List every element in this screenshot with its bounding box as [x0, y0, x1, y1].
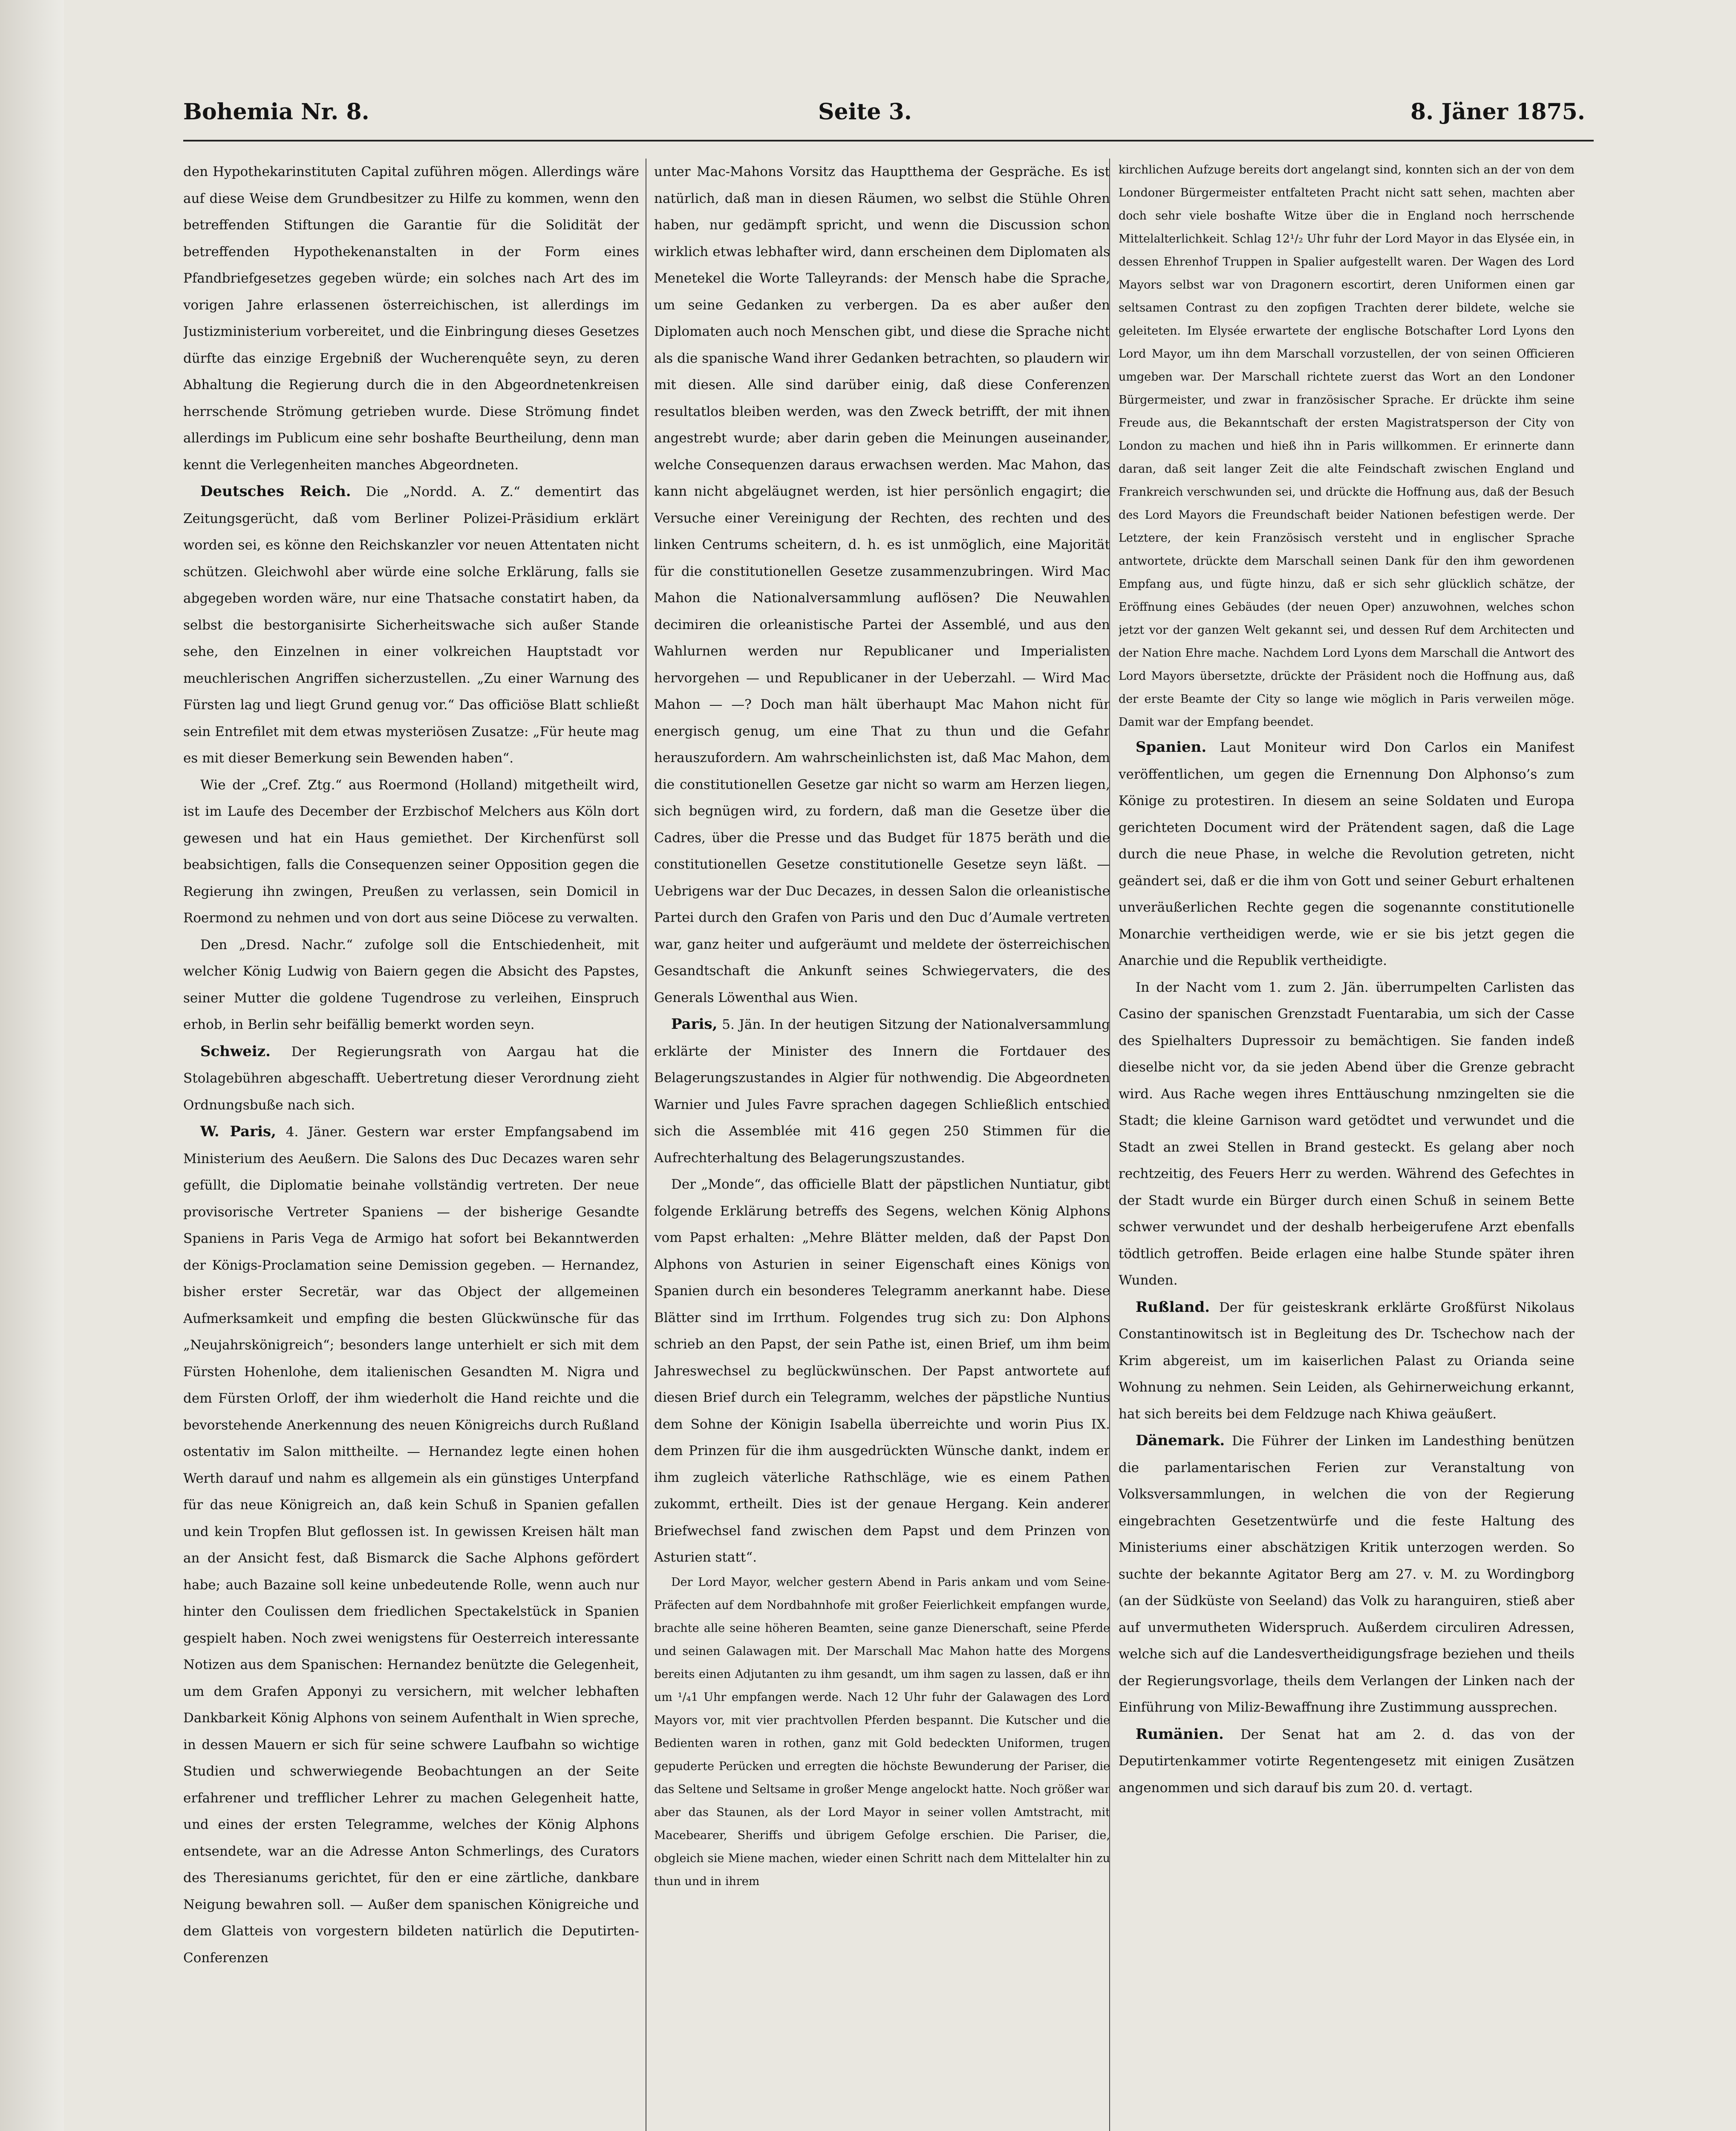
article-paragraph — [654, 1171, 1110, 1571]
paragraph-text: Der Regierungsrath von Aargau hat die Stolagebühren abgeschafft. Uebertretung dieser Verordnung zieht Ordnungsbuße nach sich. — [183, 1044, 639, 1113]
column-divider — [1109, 159, 1110, 2131]
paragraph-text: kirchlichen Aufzuge bereits dort angelangt sind, konnten sich an der von dem Londoner Bürgermeister entfalteten Pracht nicht satt sehen, machten aber doch sehr viele boshafte Witze über die in England noch herrschende Mittelalterlichkeit. Schlag 12¹/₂ Uhr fuhr der Lord Mayor in das Elysée ein, in dessen Ehrenhof Truppen in Spalier aufgestellt waren. Der Wagen des Lord Mayors selbst war von Dragonern escortirt, deren Uniformen einen gar seltsamen Contrast zu den zopfigen Trachten derer bildete, welche sie geleiteten. Im Elysée erwartete der englische Botschafter Lord Lyons den Lord Mayor, um ihn dem Marschall vorzustellen, der von seinen Officieren umgeben war. Der Marschall richtete zuerst das Wort an den Londoner Bürgermeister, und zwar in französischer Sprache. Er drückte ihm seine Freude aus, die Bekanntschaft der ersten Magistratsperson der City von London zu machen und hieß ihn in Paris willkommen. Er erinnerte dann daran, daß seit langer Zeit die alte Feindschaft zwischen England und Frankreich verschwunden sei, und drückte die Hoffnung aus, daß der Besuch des Lord Mayors die Freundschaft beider Nationen befestigen werde. Der Letztere, der kein Französisch versteht und in englischer Sprache antwortete, drückte dem Marschall seinen Dank für den ihm gewordenen Empfang aus, und fügte hinzu, daß er sich sehr glücklich schätze, der Eröffnung eines Gebäudes (der neuen Oper) anzuwohnen, welches schon jetzt vor der ganzen Welt gekannt sei, und dessen Ruf dem Architecten und der Nation Ehre mache. Nachdem Lord Lyons dem Marschall die Antwort des Lord Mayors übersetzte, drückte der Präsident noch die Hoffnung aus, daß der erste Beamte der City so lange wie möglich in Paris verweilen möge. Damit war der Empfang beendet. — [1119, 163, 1575, 729]
article-paragraph — [1119, 974, 1575, 1294]
article-paragraph — [183, 932, 639, 1038]
column-2 — [654, 159, 1110, 2131]
paragraph-text: den Hypothekarinstituten Capital zuführen mögen. Allerdings wäre auf diese Weise dem Grundbesitzer zu Hilfe zu kommen, wenn den betreffenden Stiftungen die Garantie für die Solidität der betreffenden Hypothekenanstalten in der Form eines Pfandbriefgesetzes gegeben würde; ein solches nach Art des im vorigen Jahre erlassenen österreichischen, ist allerdings im Justizministerium vorbereitet, und die Einbringung dieses Gesetzes dürfte das einzige Ergebniß der Wucherenquête seyn, zu deren Abhaltung die Regierung durch die in den Abgeordnetenkreisen herrschende Strömung getrieben wurde. Diese Strömung findet allerdings im Publicum eine sehr boshafte Beurtheilung, denn man kennt die Verlegenheiten manches Abgeordneten. — [183, 164, 639, 473]
paragraph-text: In der Nacht vom 1. zum 2. Jän. überrumpelten Carlisten das Casino der spanischen Grenzstadt Fuentarabia, um sich der Casse des Spielhalters Dupressoir zu bemächtigen. Sie fanden indeß dieselbe nicht vor, da sie jeden Abend über die Grenze gebracht wird. Aus Rache wegen ihres Enttäuschung nmzingelten sie die Stadt; die kleine Garnison ward getödtet und verwundet und die Stadt an zwei Stellen in Brand gesteckt. Es gelang aber noch rechtzeitig, des Feuers Herr zu werden. Während des Gefechtes in der Stadt wurde ein Bürger durch einen Schuß in seinem Bette schwer verwundet und der deshalb herbeigerufene Arzt ebenfalls tödtlich getroffen. Beide erlagen eine halbe Stunde später ihren Wunden. — [1119, 979, 1575, 1288]
article-paragraph — [183, 1118, 639, 1971]
paragraph-text: Laut Moniteur wird Don Carlos ein Manifest veröffentlichen, um gegen die Ernennung Don Alphonso’s zum Könige zu protestiren. In diesem an seine Soldaten und Europa gerichteten Document wird der Prätendent sagen, daß die Lage durch die neue Phase, in welche die Revolution getreten, nicht geändert sei, daß er die ihm von Gott und seiner Geburt erhaltenen unveräußerlichen Rechte gegen die sogenannte constitutionelle Monarchie vertheidigen werde, wie er sie bis jetzt gegen die Anarchie und die Republik vertheidigte. — [1119, 740, 1575, 968]
section-heading: Spanien. — [1136, 739, 1207, 756]
section-heading: W. Paris, — [200, 1123, 276, 1140]
article-paragraph — [1119, 1427, 1575, 1721]
paragraph-text: Die „Nordd. A. Z.“ dementirt das Zeitungsgerücht, daß vom Berliner Polizei-Präsidium erklärt worden sei, es könne den Reichskanzler vor neuen Attentaten nicht schützen. Gleichwohl aber würde eine solche Erklärung, falls sie abgegeben worden wäre, nur eine Thatsache constatirt haben, da selbst die bestorganisirte Sicherheitswache sich außer Stande sehe, den Einzelnen in einer volkreichen Hauptstadt vor meuchlerischen Angriffen sicherzustellen. „Zu einer Warnung des Fürsten lag und liegt Grund genug vor.“ Das officiöse Blatt schließt sein Entrefilet mit dem etwas mysteriösen Zusatze: „Für heute mag es mit dieser Bemerkung sein Bewenden haben“. — [183, 484, 639, 766]
newspaper-name: Bohemia Nr. 8. — [183, 99, 369, 125]
section-heading: Deutsches Reich. — [200, 483, 351, 500]
masthead-rule — [183, 140, 1594, 141]
article-paragraph — [654, 1011, 1110, 1171]
paragraph-text: unter Mac-Mahons Vorsitz das Hauptthema der Gespräche. Es ist natürlich, daß man in diesen Räumen, wo selbst die Stühle Ohren haben, nur gedämpft spricht, und wenn die Discussion schon wirklich etwas lebhafter wird, dann erscheinen dem Diplomaten als Menetekel die Worte Talleyrands: der Mensch habe die Sprache, um seine Gedanken zu verbergen. Da es aber außer den Diplomaten auch noch Menschen gibt, und diese die Sprache nicht als die spanische Wand ihrer Gedanken betrachten, so plaudern wir mit diesen. Alle sind darüber einig, daß diese Conferenzen resultatlos bleiben werden, was den Zweck betrifft, der mit ihnen angestrebt wurde; aber darin geben die Meinungen auseinander, welche Consequenzen daraus erwachsen werden. Mac Mahon, das kann nicht abgeläugnet werden, ist hier persönlich engagirt; die Versuche einer Vereinigung der Rechten, des rechten und des linken Centrums scheitern, d. h. es ist unmöglich, eine Majorität für die constitutionellen Gesetze zusammenzubringen. Wird Mac Mahon die Nationalversammlung auflösen? Die Neuwahlen decimiren die orleanistische Partei der Assemblé, und aus den Wahlurnen werden nur Republicaner und Imperialisten hervorgehen — und Republicaner in der Ueberzahl. — Wird Mac Mahon — —? Doch man hält überhaupt Mac Mahon nicht für energisch genug, um eine That zu thun und die Gefahr herauszufordern. Am wahrscheinlichsten ist, daß Mac Mahon, dem die constitutionellen Gesetze gar nicht so warm am Herzen liegen, sich begnügen wird, zu fordern, daß man die Gesetze über die Cadres, über die Presse und das Budget für 1875 beräth und die constitutionellen Gesetze constitutionelle Gesetze seyn läßt. — Uebrigens war der Duc Decazes, in dessen Salon die orleanistische Partei durch den Grafen von Paris und den Duc d’Aumale vertreten war, ganz heiter und aufgeräumt und meldete der österreichischen Gesandtschaft die Ankunft seines Schwiegervaters, die des Generals Löwenthal aus Wien. — [654, 164, 1110, 1005]
article-paragraph — [654, 1571, 1110, 1893]
page-number: Seite 3. — [818, 99, 912, 125]
paragraph-text: Der für geisteskrank erklärte Großfürst Nikolaus Constantinowitsch ist in Begleitung des Dr. Tschechow nach der Krim abgereist, um im kaiserlichen Palast zu Orianda seine Wohnung zu nehmen. Sein Leiden, als Gehirnerweichung erkannt, hat sich bereits bei dem Feldzuge nach Khiwa geäußert. — [1119, 1299, 1575, 1422]
paragraph-text: Der Senat hat am 2. d. das von der Deputirtenkammer votirte Regentengesetz mit einigen Zusätzen angenommen und sich darauf bis zum 20. d. vertagt. — [1119, 1727, 1575, 1796]
masthead — [183, 99, 1585, 137]
article-paragraph — [654, 159, 1110, 1011]
article-paragraph — [183, 1038, 639, 1119]
paragraph-text: Den „Dresd. Nachr.“ zufolge soll die Entschiedenheit, mit welcher König Ludwig von Baiern gegen die Absicht des Papstes, seiner Mutter die goldene Tugendrose zu verleihen, Einspruch erhob, in Berlin sehr beifällig bemerkt worden seyn. — [183, 937, 639, 1032]
issue-date: 8. Jäner 1875. — [1410, 99, 1585, 125]
column-1 — [183, 159, 639, 2131]
page-edge — [0, 0, 64, 2131]
article-paragraph — [1119, 1294, 1575, 1428]
paragraph-text: Die Führer der Linken im Landesthing benützen die parlamentarischen Ferien zur Veranstaltung von Volksversammlungen, in welchen die von der Regierung eingebrachten Gesetzentwürfe und die feste Haltung des Ministeriums einer abschätzigen Kritik unterzogen werden. So suchte der bekannte Agitator Berg am 27. v. M. zu Wordingborg (an der Südküste von Seeland) das Volk zu haranguiren, stieß aber auf unvermutheten Widerspruch. Außerdem circuliren Adressen, welche sich auf die Landesvertheidigungsfrage beziehen und theils der Regierungsvorlage, theils dem Verlangen der Linken nach der Einführung von Miliz-Bewaffnung ihre Zustimmung aussprechen. — [1119, 1433, 1575, 1715]
paragraph-text: 4. Jäner. Gestern war erster Empfangsabend im Ministerium des Aeußern. Die Salons des Duc Decazes waren sehr gefüllt, die Diplomatie beinahe vollständig vertreten. Der neue provisorische Vertreter Spaniens — der bisherige Gesandte Spaniens in Paris Vega de Armigo hat sofort bei Bekanntwerden der Königs-Proclamation seine Demission gegeben. — Hernandez, bisher erster Secretär, war das Object der allgemeinen Aufmerksamkeit und empfing die besten Glückwünsche für das „Neujahrskönigreich“; besonders lange unterhielt er sich mit dem Fürsten Hohenlohe, dem italienischen Gesandten M. Nigra und dem Fürsten Orloff, der ihm wiederholt die Hand reichte und die bevorstehende Anerkennung des neuen Königreichs durch Rußland ostentativ im Salon mittheilte. — Hernandez legte einen hohen Werth darauf und nahm es allgemein als ein günstiges Unterpfand für das neue Königreich an, daß kein Schuß in Spanien gefallen und kein Tropfen Blut geflossen ist. In gewissen Kreisen hält man an der Ansicht fest, daß Bismarck die Sache Alphons gefördert habe; auch Bazaine soll keine unbedeutende Rolle, wenn auch nur hinter den Coulissen dem friedlichen Spectakelstück in Spanien gespielt haben. Noch zwei wenigstens für Oesterreich interessante Notizen aus dem Spanischen: Hernandez benützte die Gelegenheit, um dem Grafen Apponyi zu versichern, mit welcher lebhaften Dankbarkeit König Alphons von seinem Aufenthalt in Wien spreche, in dessen Mauern er sich für seine schwere Laufbahn so wichtige Studien und schwerwiegende Beobachtungen an der Seite erfahrener und trefflicher Lehrer zu machen Gelegenheit hatte, und eines der ersten Telegramme, welches der König Alphons entsendete, war an die Adresse Anton Schmerlings, des Curators des Theresianums gerichtet, für den er eine zärtliche, dankbare Neigung bewahren soll. — Außer dem spanischen Königreiche und dem Glatteis von vorgestern bildeten natürlich die Deputirten-Conferenzen — [183, 1124, 639, 1966]
article-paragraph — [1119, 734, 1575, 974]
section-heading: Dänemark. — [1136, 1432, 1225, 1449]
article-paragraph — [1119, 1721, 1575, 1802]
article-paragraph — [183, 478, 639, 772]
article-paragraph — [1119, 159, 1575, 734]
section-heading: Schweiz. — [200, 1042, 271, 1060]
article-paragraph — [183, 159, 639, 478]
section-heading: Rußland. — [1136, 1298, 1210, 1316]
section-heading: Paris, — [671, 1016, 718, 1033]
section-heading: Rumänien. — [1136, 1725, 1224, 1743]
column-3 — [1119, 159, 1575, 2131]
paragraph-text: 5. Jän. In der heutigen Sitzung der Nationalversammlung erklärte der Minister des Innern die Fortdauer des Belagerungszustandes in Algier für nothwendig. Die Abgeordneten Warnier und Jules Favre sprachen dagegen Schließlich entschied sich die Assemblée mit 416 gegen 250 Stimmen für die Aufrechterhaltung des Belagerungszustandes. — [654, 1017, 1110, 1166]
article-paragraph — [183, 772, 639, 932]
paragraph-text: Der Lord Mayor, welcher gestern Abend in Paris ankam und vom Seine-Präfecten auf dem Nordbahnhofe mit großer Feierlichkeit empfangen wurde, brachte alle seine höheren Beamten, seine ganze Dienerschaft, seine Pferde und seinen Galawagen mit. Der Marschall Mac Mahon hatte des Morgens bereits einen Adjutanten zu ihm gesandt, um ihm sagen zu lassen, daß er ihn um ¹/₄1 Uhr empfangen werde. Nach 12 Uhr fuhr der Galawagen des Lord Mayors vor, mit vier prachtvollen Pferden bespannt. Die Kutscher und die Bedienten waren in rothen, ganz mit Gold bedeckten Uniformen, trugen gepuderte Perücken und erregten die höchste Bewunderung der Pariser, die das Seltene und Seltsame in großer Menge angelockt hatte. Noch größer war aber das Staunen, als der Lord Mayor in seiner vollen Amtstracht, mit Macebearer, Sheriffs und übrigem Gefolge erschien. Die Pariser, die, obgleich sie Miene machen, wieder einen Schritt nach dem Mittelalter hin zu thun und in ihrem — [654, 1575, 1110, 1888]
paragraph-text: Wie der „Cref. Ztg.“ aus Roermond (Holland) mitgetheilt wird, ist im Laufe des December der Erzbischof Melchers aus Köln dort gewesen und hat ein Haus gemiethet. Der Kirchenfürst soll beabsichtigen, falls die Consequenzen seiner Opposition gegen die Regierung ihn zwingen, Preußen zu verlassen, sein Domicil in Roermond zu nehmen und von dort aus seine Diöcese zu verwalten. — [183, 777, 639, 926]
paragraph-text: Der „Monde“, das officielle Blatt der päpstlichen Nuntiatur, gibt folgende Erklärung betreffs des Segens, welchen König Alphons vom Papst erhalten: „Mehre Blätter melden, daß der Papst Don Alphons von Asturien in seiner Eigenschaft eines Königs von Spanien durch ein besonderes Telegramm anerkannt habe. Diese Blätter sind im Irrthum. Folgendes trug sich zu: Don Alphons schrieb an den Papst, der sein Pathe ist, einen Brief, um ihm beim Jahreswechsel zu beglückwünschen. Der Papst antwortete auf diesen Brief durch ein Telegramm, welches der päpstliche Nuntius dem Sohne der Königin Isabella überreichte und worin Pius IX. dem Prinzen für die ihm ausgedrückten Wünsche dankt, indem er ihm zugleich väterliche Rathschläge, wie es einem Pathen zukommt, ertheilt. Dies ist der genaue Hergang. Kein anderer Briefwechsel fand zwischen dem Papst und dem Prinzen von Asturien statt“. — [654, 1177, 1110, 1565]
